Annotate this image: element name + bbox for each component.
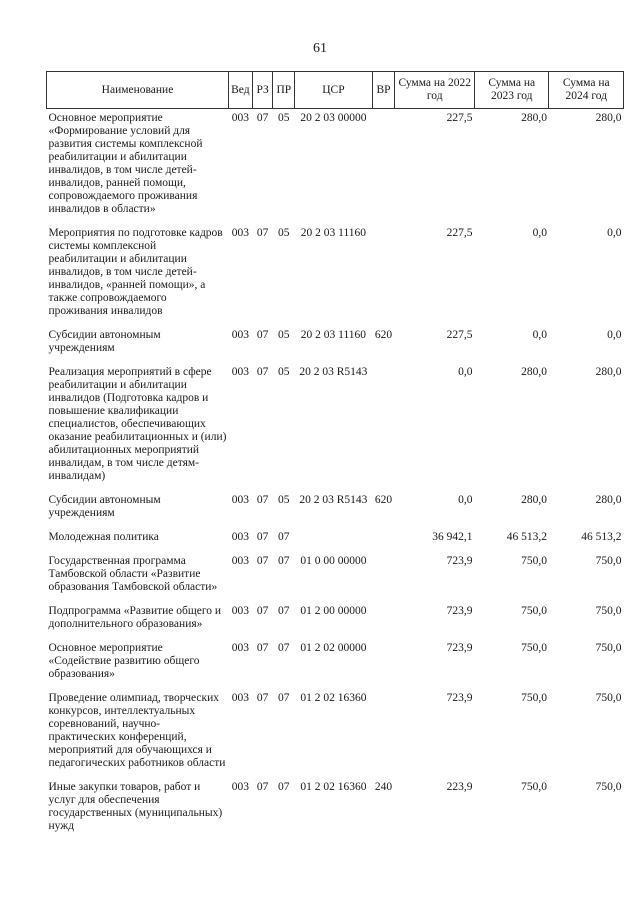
- cell-rz: 07: [256, 642, 269, 654]
- cell-y2023: 750,0: [521, 692, 547, 704]
- cell-y2023: 280,0: [521, 494, 547, 506]
- cell-pr: 07: [278, 781, 290, 793]
- cell-ved: 003: [231, 605, 249, 617]
- table-row: [47, 491, 624, 528]
- cell-pr: 07: [278, 692, 290, 704]
- cell-pr: 05: [278, 112, 290, 124]
- cell-y2024: 280,0: [595, 494, 622, 506]
- cell-rz: 07: [256, 494, 269, 506]
- cell-csr: [295, 528, 373, 552]
- cell-vr: [372, 528, 395, 552]
- cell-y2024: 750,0: [595, 692, 622, 704]
- cell-y2023: 0,0: [532, 227, 547, 239]
- cell-ved: 003: [231, 781, 249, 793]
- cell-rz: 07: [256, 329, 269, 341]
- header-csr: ЦСР: [295, 72, 373, 109]
- cell-y2022: 36 942,1: [432, 531, 473, 543]
- cell-vr: [372, 109, 395, 225]
- cell-y2023: 750,0: [521, 605, 547, 617]
- cell-y2024: 750,0: [595, 555, 622, 567]
- cell-rz: 07: [256, 555, 269, 567]
- cell-name: Молодежная политика: [48, 531, 159, 543]
- cell-vr: [372, 552, 395, 602]
- cell-pr: 07: [278, 605, 290, 617]
- cell-y2022: 227,5: [446, 329, 473, 341]
- table-row: [47, 326, 624, 363]
- cell-name: Иные закупки товаров, работ и услуг для обеспечения государственных (муниципальных) нужд: [48, 781, 223, 832]
- cell-y2024: 750,0: [595, 605, 622, 617]
- cell-y2022: 227,5: [446, 227, 473, 239]
- cell-ved: 003: [231, 112, 249, 124]
- cell-vr: [372, 689, 395, 778]
- cell-csr: 20 2 03 R5143: [299, 366, 368, 378]
- cell-y2024: 46 513,2: [581, 531, 622, 543]
- budget-table: [46, 71, 624, 841]
- cell-ved: 003: [231, 555, 249, 567]
- cell-vr: 240: [374, 781, 393, 793]
- header-2023: Сумма на 2023 год: [475, 72, 549, 109]
- cell-pr: 05: [278, 366, 290, 378]
- cell-y2022: 723,9: [446, 555, 473, 567]
- cell-y2022: 0,0: [458, 366, 473, 378]
- header-rz: РЗ: [252, 72, 273, 109]
- cell-rz: 07: [256, 366, 269, 378]
- cell-pr: 07: [278, 531, 290, 543]
- cell-ved: 003: [231, 642, 249, 654]
- header-2022: Сумма на 2022 год: [395, 72, 475, 109]
- cell-y2024: 280,0: [595, 366, 622, 378]
- cell-ved: 003: [231, 531, 249, 543]
- cell-name: Субсидии автономным учреждениям: [48, 329, 161, 354]
- cell-csr: 01 2 02 16360: [300, 781, 367, 793]
- cell-name: Основное мероприятие «Формирование условий для развития системы комплексной реабилитации и абилитации инвалидов, в том числе детей-инвалидов, ранней помощи, сопровождаемого проживания инвалидов в области»: [48, 112, 203, 215]
- cell-y2024: 0,0: [607, 227, 622, 239]
- cell-pr: 05: [278, 227, 290, 239]
- header-vr: ВР: [372, 72, 395, 109]
- cell-y2023: 280,0: [521, 366, 547, 378]
- header-2024: Сумма на 2024 год: [549, 72, 624, 109]
- cell-vr: 620: [374, 329, 393, 341]
- cell-vr: 620: [374, 494, 393, 506]
- cell-rz: 07: [256, 112, 269, 124]
- cell-csr: 20 2 03 11160: [300, 329, 367, 341]
- cell-y2023: 750,0: [521, 642, 547, 654]
- cell-csr: 01 2 00 00000: [300, 605, 367, 617]
- cell-rz: 07: [256, 227, 269, 239]
- cell-rz: 07: [256, 605, 269, 617]
- table-row: [47, 224, 624, 326]
- cell-y2023: 0,0: [532, 329, 547, 341]
- cell-name: Мероприятия по подготовке кадров системы комплексной реабилитации и абилитации инвалидов, в том числе детей-инвалидов, «ранней помощи», а также сопровождаемого проживания инвалидов: [48, 227, 223, 317]
- cell-rz: 07: [256, 531, 269, 543]
- cell-name: Реализация мероприятий в сфере реабилитации и абилитации инвалидов (Подготовка кадров и повышение квалификации специалистов, обеспечивающих оказание реабилитационных и (или) абилитационных мероприятий инвалидам, в том числе детям-инвалидам): [48, 366, 227, 482]
- table-row: [47, 639, 624, 689]
- table-row: [47, 689, 624, 778]
- cell-y2022: 0,0: [458, 494, 473, 506]
- cell-csr: 20 2 03 R5143: [299, 494, 368, 506]
- cell-vr: [372, 602, 395, 639]
- table-row: [47, 363, 624, 491]
- cell-csr: 01 2 02 00000: [300, 642, 367, 654]
- cell-y2024: 0,0: [607, 329, 622, 341]
- table-row: [47, 552, 624, 602]
- cell-name: Субсидии автономным учреждениям: [48, 494, 161, 519]
- cell-y2023: 280,0: [521, 112, 547, 124]
- header-ved: Вед: [228, 72, 252, 109]
- cell-y2022: 723,9: [446, 642, 473, 654]
- cell-rz: 07: [256, 781, 269, 793]
- cell-y2024: 750,0: [595, 642, 622, 654]
- cell-ved: 003: [231, 494, 249, 506]
- cell-name: Подпрограмма «Развитие общего и дополнительного образования»: [48, 605, 222, 630]
- cell-y2022: 223,9: [446, 781, 473, 793]
- cell-name: Проведение олимпиад, творческих конкурсов, интеллектуальных соревнований, научно-практических конференций, мероприятий для обучающихся и педагогических работников области: [48, 692, 226, 769]
- cell-name: Государственная программа Тамбовской области «Развитие образования Тамбовской области»: [48, 555, 218, 593]
- table-row: [47, 109, 624, 225]
- cell-pr: 05: [278, 494, 290, 506]
- cell-y2022: 723,9: [446, 605, 473, 617]
- table-row: [47, 528, 624, 552]
- page-number: 61: [313, 41, 327, 56]
- cell-y2024: 280,0: [595, 112, 622, 124]
- cell-y2023: 750,0: [521, 555, 547, 567]
- cell-vr: [372, 363, 395, 491]
- cell-ved: 003: [231, 329, 249, 341]
- header-name: Наименование: [47, 72, 229, 109]
- cell-y2022: 227,5: [446, 112, 473, 124]
- cell-ved: 003: [231, 692, 249, 704]
- cell-ved: 003: [231, 366, 249, 378]
- cell-vr: [372, 639, 395, 689]
- cell-csr: 20 2 03 00000: [300, 112, 367, 124]
- table-body: [47, 109, 624, 842]
- cell-y2023: 46 513,2: [506, 531, 547, 543]
- cell-y2023: 750,0: [521, 781, 547, 793]
- table-row: [47, 602, 624, 639]
- header-pr: ПР: [273, 72, 295, 109]
- cell-pr: 07: [278, 555, 290, 567]
- cell-y2024: 750,0: [595, 781, 622, 793]
- cell-ved: 003: [231, 227, 249, 239]
- cell-y2022: 723,9: [446, 692, 473, 704]
- cell-name: Основное мероприятие «Содействие развитию общего образования»: [48, 642, 200, 680]
- cell-csr: 20 2 03 11160: [300, 227, 367, 239]
- table-header-row: [47, 72, 624, 109]
- cell-pr: 07: [278, 642, 290, 654]
- cell-vr: [372, 224, 395, 326]
- table-row: [47, 778, 624, 841]
- cell-csr: 01 0 00 00000: [300, 555, 367, 567]
- cell-pr: 05: [278, 329, 290, 341]
- cell-rz: 07: [256, 692, 269, 704]
- cell-csr: 01 2 02 16360: [300, 692, 367, 704]
